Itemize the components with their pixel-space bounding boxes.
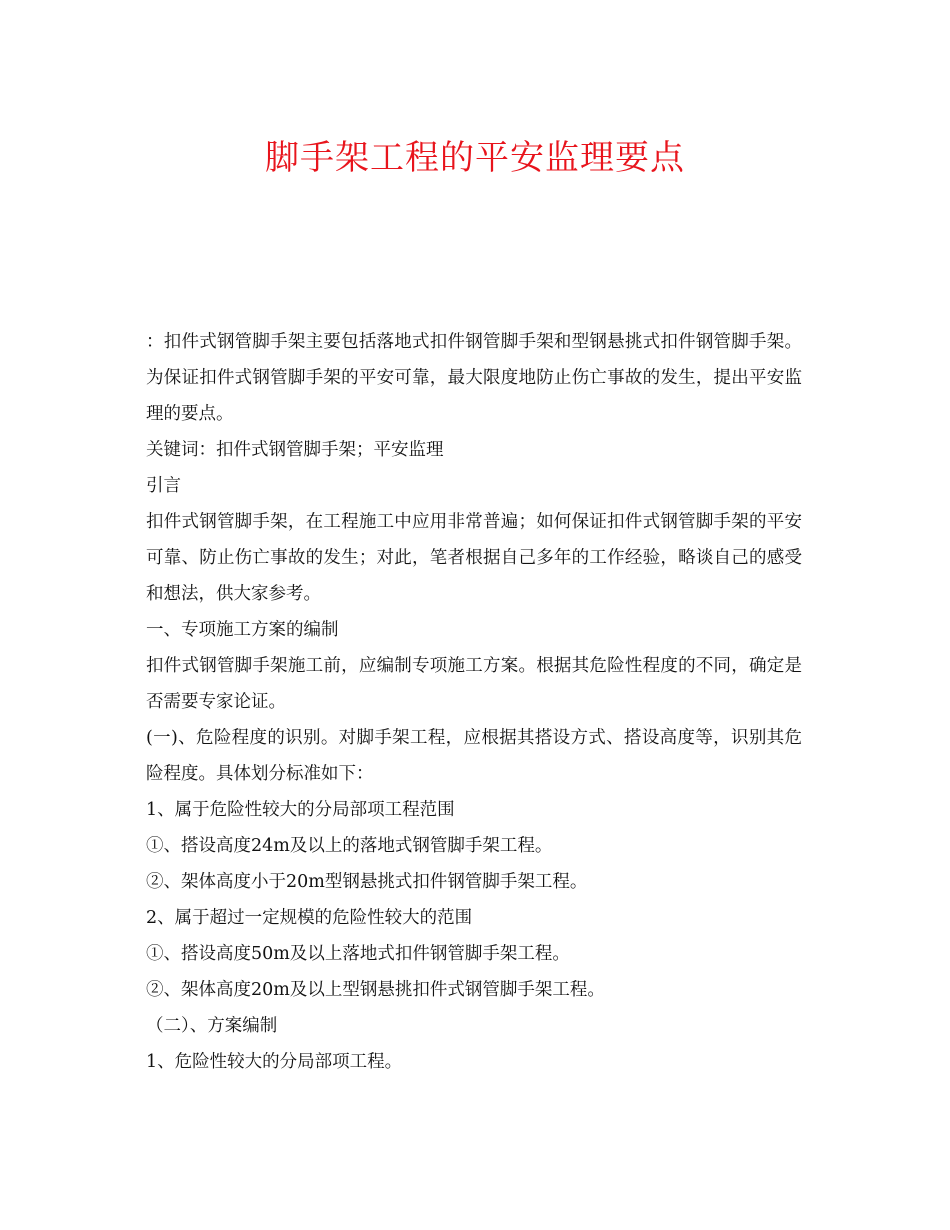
abstract-paragraph: ：扣件式钢管脚手架主要包括落地式扣件钢管脚手架和型钢悬挑式扣件钢管脚手架。为保证扣件式钢管脚手架的平安可靠，最大限度地防止伤亡事故的发生，提出平安监理的要点。 [146, 332, 802, 424]
list-item: ②、架体高度小于20m型钢悬挑式扣件钢管脚手架工程。 [146, 872, 588, 892]
list-item: ①、搭设高度50m及以上落地式扣件钢管脚手架工程。 [146, 944, 570, 964]
list-heading-1: 1、属于危险性较大的分局部项工程范围 [146, 800, 455, 820]
list-heading-3: 1、危险性较大的分局部项工程。 [146, 1052, 403, 1072]
subsection-1-paragraph: (一)、危险程度的识别。对脚手架工程，应根据其搭设方式、搭设高度等，识别其危险程度。具体划分标准如下： [146, 728, 802, 784]
document-body [146, 324, 802, 1080]
section-heading-1: 一、专项施工方案的编制 [146, 620, 339, 640]
section-1-paragraph: 扣件式钢管脚手架施工前，应编制专项施工方案。根据其危险性程度的不同，确定是否需要专家论证。 [146, 656, 802, 712]
keywords-line: 关键词：扣件式钢管脚手架；平安监理 [146, 440, 444, 460]
list-item: ①、搭设高度24m及以上的落地式钢管脚手架工程。 [146, 836, 553, 856]
subsection-2-heading: （二）、方案编制 [146, 1016, 278, 1036]
section-heading-introduction: 引言 [146, 476, 181, 496]
list-heading-2: 2、属于超过一定规模的危险性较大的范围 [146, 908, 473, 928]
introduction-paragraph: 扣件式钢管脚手架，在工程施工中应用非常普遍；如何保证扣件式钢管脚手架的平安可靠、防止伤亡事故的发生；对此，笔者根据自己多年的工作经验，略谈自己的感受和想法，供大家参考。 [146, 512, 802, 604]
list-item: ②、架体高度20m及以上型钢悬挑扣件式钢管脚手架工程。 [146, 980, 605, 1000]
document-title: 脚手架工程的平安监理要点 [265, 138, 685, 178]
